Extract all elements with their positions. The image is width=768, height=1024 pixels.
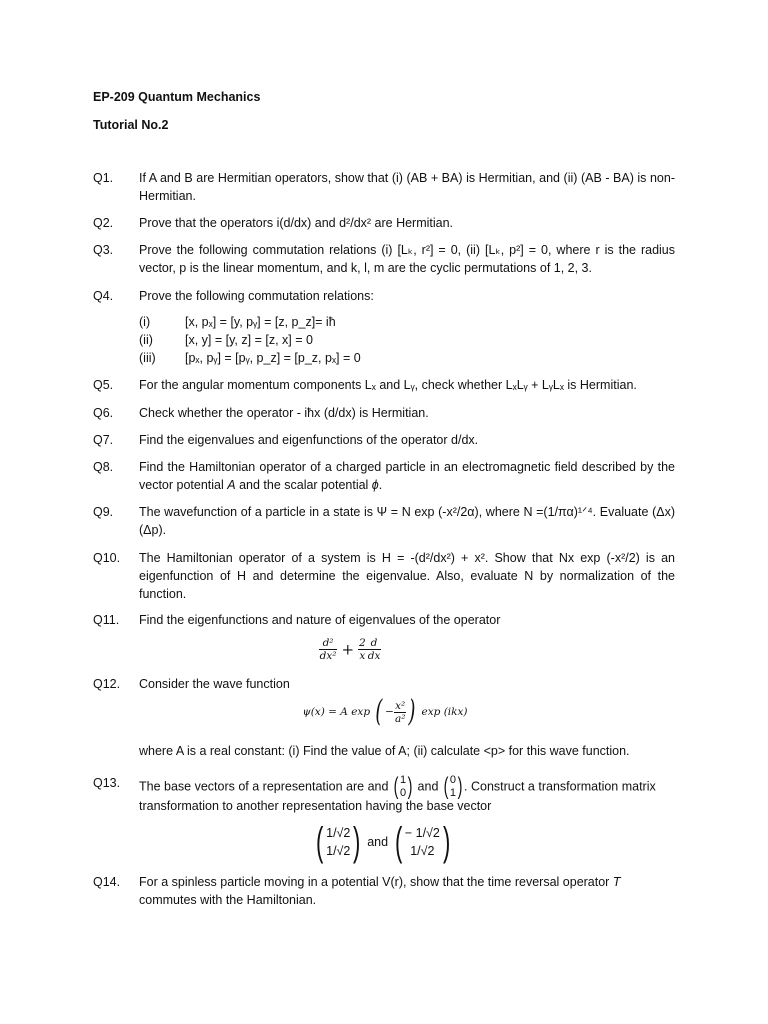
question-number: Q8. xyxy=(93,460,114,474)
left-paren: ( xyxy=(443,773,449,800)
list-item xyxy=(139,331,659,349)
item-text: [pₓ, pᵧ] = [pᵧ, p_z] = [p_z, pₓ] = 0 xyxy=(185,351,361,365)
question-text: Find the eigenvalues and eigenfunctions of the operator d/dx. xyxy=(139,433,479,447)
question-number: Q13. xyxy=(93,776,121,790)
question-text xyxy=(139,873,675,909)
list-item xyxy=(139,349,659,367)
right-paren: ) xyxy=(353,820,361,864)
question-11 xyxy=(93,611,675,629)
question-text: For the angular momentum components Lₓ and Lᵧ, check whether LₓLᵧ + LᵧLₓ is Hermitian. xyxy=(139,378,637,392)
question-text: Prove the following commutation relations (i) [Lₖ, r²] = 0, (ii) [Lₖ, p²] = 0, where r is the radius vector, p is the linear momentum, and k, l, m are the cyclic permutations of 1, 2, 3. xyxy=(139,243,675,275)
minus-sign: − xyxy=(385,706,394,718)
question-text: Find the eigenfunctions and nature of eigenvalues of the operator xyxy=(139,613,501,627)
question-number: Q12. xyxy=(93,677,121,691)
question-number: Q14. xyxy=(93,875,121,889)
question-6 xyxy=(93,404,675,422)
numerator: x² xyxy=(395,699,406,712)
text-segment: . xyxy=(378,478,383,492)
question-12 xyxy=(93,675,675,693)
question-10 xyxy=(93,549,675,603)
question-5 xyxy=(93,376,675,394)
vector-entry: 1/√2 xyxy=(326,826,351,840)
item-text: [x, pₓ] = [y, pᵧ] = [z, p_z]= iħ xyxy=(185,315,336,329)
text-segment: and xyxy=(367,835,389,849)
course-title: EP-209 Quantum Mechanics xyxy=(93,90,261,104)
vector-entry: 0 xyxy=(399,787,407,799)
vector-entry: 1/√2 xyxy=(326,844,351,858)
right-paren: ) xyxy=(442,820,451,864)
question-number: Q7. xyxy=(93,433,114,447)
text-segment: commutes with the Hamiltonian. xyxy=(139,893,317,907)
question-4 xyxy=(93,287,675,305)
question-text: Consider the wave function xyxy=(139,677,290,691)
item-label: (ii) xyxy=(139,333,153,347)
item-label: (i) xyxy=(139,315,151,329)
question-number: Q5. xyxy=(93,378,114,392)
plus-sign: + xyxy=(341,640,355,659)
question-number: Q2. xyxy=(93,216,114,230)
left-paren: ( xyxy=(375,694,383,729)
new-base-vector-2 xyxy=(405,824,440,860)
left-paren: ( xyxy=(394,820,402,864)
time-reversal-symbol: T xyxy=(612,875,621,889)
text-segment: and the scalar potential xyxy=(235,478,372,492)
list-item xyxy=(139,313,659,331)
question-9 xyxy=(93,503,675,539)
question-14 xyxy=(93,873,675,909)
vector-entry: 1 xyxy=(399,774,407,786)
new-base-vectors xyxy=(298,822,468,862)
commutation-list xyxy=(139,313,659,367)
question-number: Q10. xyxy=(93,551,121,565)
text-segment: For a spinless particle moving in a potential V(r), show that the time reversal operator xyxy=(139,875,613,889)
wave-function-equation xyxy=(300,694,470,729)
question-number: Q1. xyxy=(93,171,114,185)
vector-entry: 0 xyxy=(449,774,457,786)
vector-entry: 1 xyxy=(449,787,457,799)
right-paren: ) xyxy=(408,694,416,729)
equation-tail: exp (ikx) xyxy=(421,706,468,718)
question-number: Q4. xyxy=(93,289,114,303)
fraction xyxy=(367,637,382,662)
vector-entry: 1/√2 xyxy=(410,844,435,858)
equation-lhs: ψ(x) = A exp xyxy=(302,706,371,718)
item-label: (iii) xyxy=(139,351,156,365)
scalar-potential-symbol: ϕ xyxy=(371,478,379,492)
right-paren: ) xyxy=(407,773,413,800)
text-segment: and xyxy=(417,779,439,794)
text-segment: The base vectors of a representation are and xyxy=(139,779,392,794)
item-text: [x, y] = [y, z] = [z, x] = 0 xyxy=(185,333,313,347)
denominator: dx xyxy=(367,650,381,662)
question-number: Q3. xyxy=(93,243,114,257)
question-text: where A is a real constant: (i) Find the value of A; (ii) calculate <p> for this wave function. xyxy=(139,744,630,758)
numerator: d² xyxy=(319,637,338,650)
denominator: x xyxy=(359,650,366,662)
question-7 xyxy=(93,431,675,449)
denominator: a² xyxy=(394,712,406,725)
new-base-vector-1 xyxy=(326,824,350,860)
question-text xyxy=(139,458,675,494)
operator-equation xyxy=(290,637,410,662)
question-2 xyxy=(93,214,675,232)
numerator: 2 xyxy=(359,637,366,649)
question-8 xyxy=(93,458,675,494)
right-paren: ) xyxy=(457,773,463,800)
vector-entry: − 1/√2 xyxy=(404,826,440,840)
question-text: Check whether the operator - iħx (d/dx) is Hermitian. xyxy=(139,406,429,420)
vector-potential-symbol: A xyxy=(227,478,236,492)
question-13-continued xyxy=(93,797,675,815)
question-text: Prove the following commutation relations: xyxy=(139,289,374,303)
left-paren: ( xyxy=(315,820,324,864)
text-segment: Find the Hamiltonian operator of a charged particle in an electromagnetic field described by the vector potential xyxy=(139,460,675,492)
question-3 xyxy=(93,241,675,277)
fraction xyxy=(394,700,406,725)
question-number: Q11. xyxy=(93,613,120,627)
question-number: Q9. xyxy=(93,505,114,519)
fraction xyxy=(319,637,338,662)
numerator: d xyxy=(367,637,382,650)
question-12-continued xyxy=(93,742,675,760)
question-text: The Hamiltonian operator of a system is H = -(d²/dx²) + x². Show that Nx exp (-x²/2) is an eigenfunction of H and determine the eigenvalue. Also, evaluate N by normalization of the function. xyxy=(139,551,675,601)
text-segment: . Construct a transformation matrix xyxy=(464,779,656,794)
tutorial-title: Tutorial No.2 xyxy=(93,118,169,132)
question-text: Prove that the operators i(d/dx) and d²/dx² are Hermitian. xyxy=(139,216,454,230)
left-paren: ( xyxy=(393,773,399,800)
question-text: The wavefunction of a particle in a state is Ψ = N exp (-x²/2α), where N =(1/πα)¹ᐟ⁴. Evaluate (Δx) (Δp). xyxy=(139,505,675,537)
question-text: If A and B are Hermitian operators, show that (i) (AB + BA) is Hermitian, and (ii) (AB - BA) is non-Hermitian. xyxy=(139,171,675,203)
question-text: transformation to another representation having the base vector xyxy=(139,799,492,813)
fraction xyxy=(358,637,367,662)
question-1 xyxy=(93,169,675,205)
question-number: Q6. xyxy=(93,406,114,420)
denominator: dx² xyxy=(319,650,337,662)
